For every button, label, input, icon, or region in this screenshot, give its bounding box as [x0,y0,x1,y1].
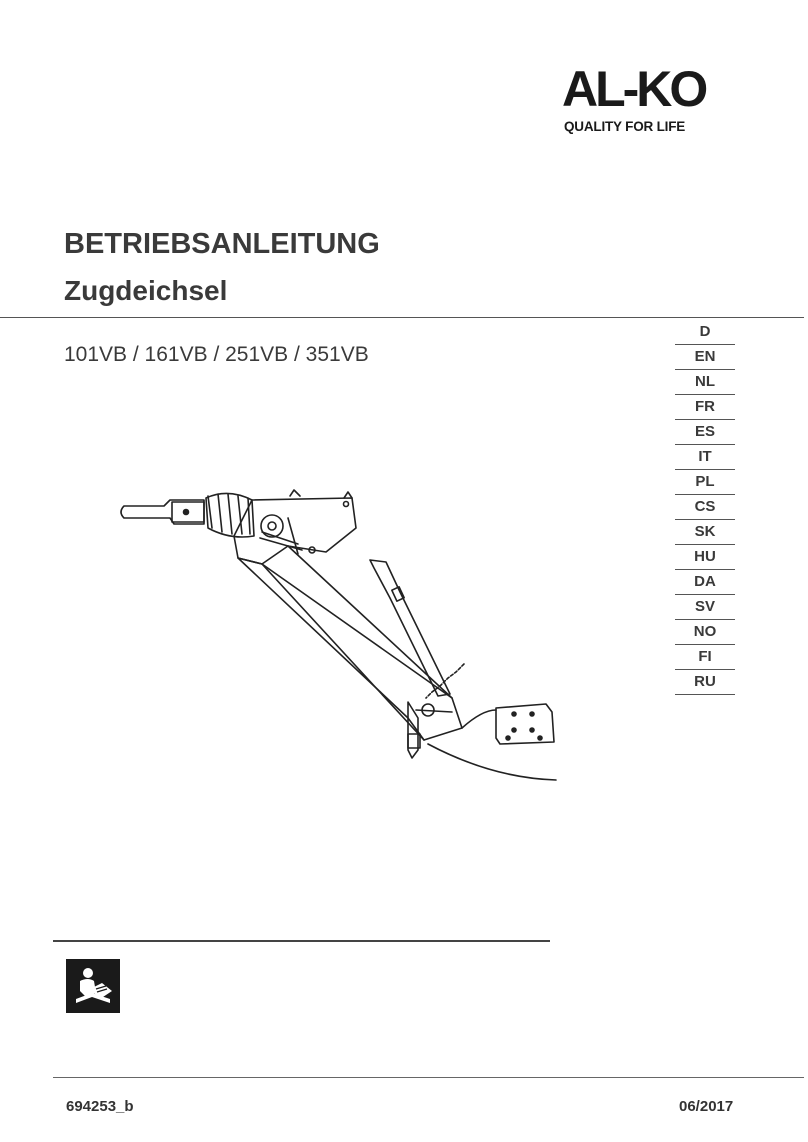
bellows [208,494,250,534]
language-item: NO [675,620,735,645]
language-item: EN [675,345,735,370]
handbrake-lever [370,560,450,696]
language-item: DA [675,570,735,595]
language-item: SV [675,595,735,620]
mounting-plate [496,704,554,744]
language-item: IT [675,445,735,470]
language-item: RU [675,670,735,695]
language-item: FR [675,395,735,420]
language-item: SK [675,520,735,545]
language-item: FI [675,645,735,670]
language-item: PL [675,470,735,495]
document-title: BETRIEBSANLEITUNG [64,228,380,260]
chassis-outline [428,744,556,780]
logo-tagline: QUALITY FOR LIFE [564,119,686,134]
language-list [675,320,735,695]
language-item: CS [675,495,735,520]
read-manual-glyph [66,959,120,1013]
tow-eye [121,500,204,524]
read-manual-icon [66,959,120,1013]
language-item: ES [675,420,735,445]
logo-wordmark: AL-KO [562,61,706,117]
content-divider [53,940,550,942]
language-item: NL [675,370,735,395]
document-subtitle: Zugdeichsel [64,275,228,306]
document-number: 694253_b [66,1098,134,1115]
language-item: HU [675,545,735,570]
tow-bar-illustration [112,488,562,788]
document-date: 06/2017 [679,1098,734,1115]
language-item: D [675,320,735,345]
lever-pivot [261,515,283,537]
brand-logo [562,61,734,140]
header-divider [0,317,804,318]
model-list: 101VB / 161VB / 251VB / 351VB [64,343,369,366]
footer-divider [53,1077,804,1078]
